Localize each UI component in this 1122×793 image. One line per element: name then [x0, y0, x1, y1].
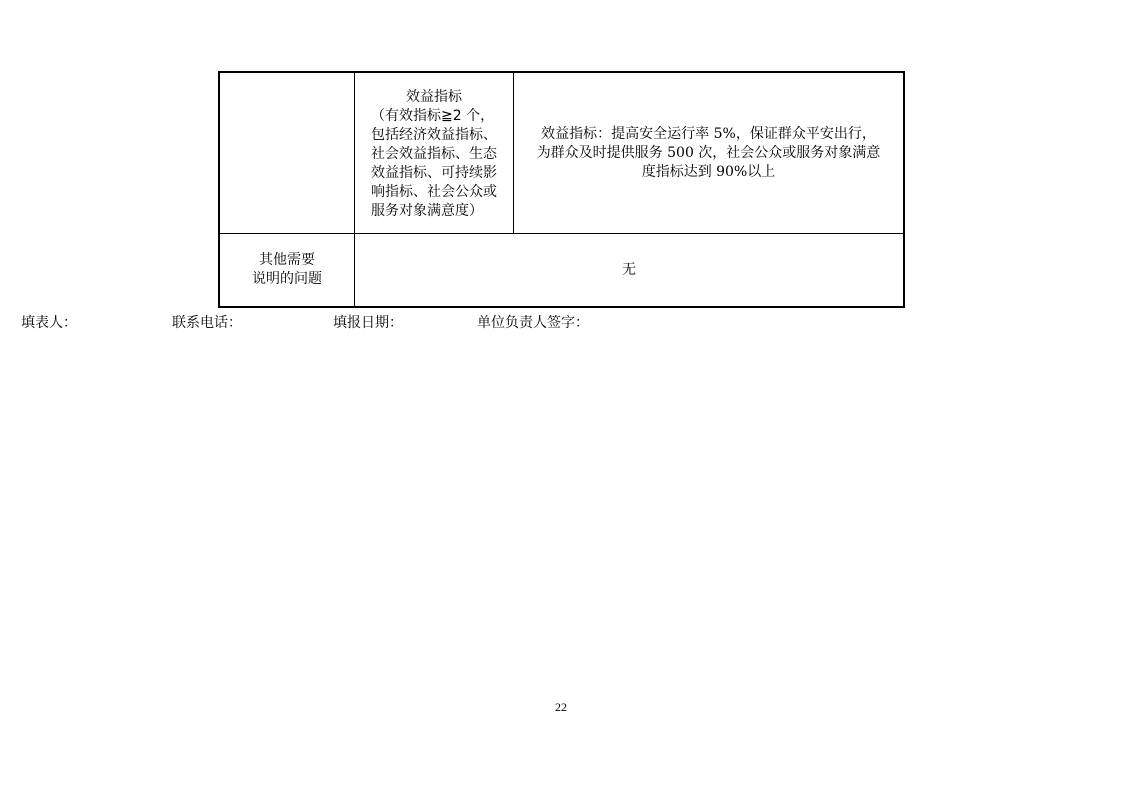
- filler-label: 填表人：: [21, 315, 77, 331]
- performance-table: [218, 71, 905, 308]
- indicator-content-cell: [514, 73, 903, 233]
- indicator-type-line: 响指标、社会公众或: [371, 183, 497, 200]
- indicator-content-line: 度指标达到 90%以上: [641, 163, 776, 180]
- indicator-type-line: 服务对象满意度）: [371, 202, 483, 219]
- indicator-type-text: [371, 88, 497, 221]
- phone-label: 联系电话：: [172, 315, 242, 331]
- indicator-content-line: 为群众及时提供服务 500 次，社会公众或服务对象满意: [536, 144, 881, 161]
- other-issues-value-cell: [355, 234, 903, 306]
- indicator-content-text: [537, 125, 881, 182]
- other-issues-label-line: 说明的问题: [252, 271, 322, 287]
- indicator-type-line: （有效指标≧2 个，: [371, 107, 495, 124]
- indicator-type-line: 效益指标、可持续影: [371, 164, 497, 181]
- indicator-type-line: 包括经济效益指标、: [371, 126, 497, 143]
- other-issues-value: 无: [622, 261, 636, 278]
- other-issues-label: [252, 251, 322, 289]
- indicator-type-line: 社会效益指标、生态: [371, 145, 497, 162]
- other-issues-label-line: 其他需要: [259, 252, 315, 268]
- indicator-type-cell: [355, 73, 513, 233]
- date-label: 填报日期：: [333, 315, 403, 331]
- row1-category-cell: [220, 73, 354, 233]
- indicator-type-line: 效益指标: [406, 88, 462, 105]
- other-issues-label-cell: [220, 234, 354, 306]
- page-number: 22: [555, 700, 567, 714]
- signature-label: 单位负责人签字：: [477, 315, 589, 331]
- indicator-content-line: 效益指标：提高安全运行率 5%，保证群众平安出行，: [541, 125, 876, 142]
